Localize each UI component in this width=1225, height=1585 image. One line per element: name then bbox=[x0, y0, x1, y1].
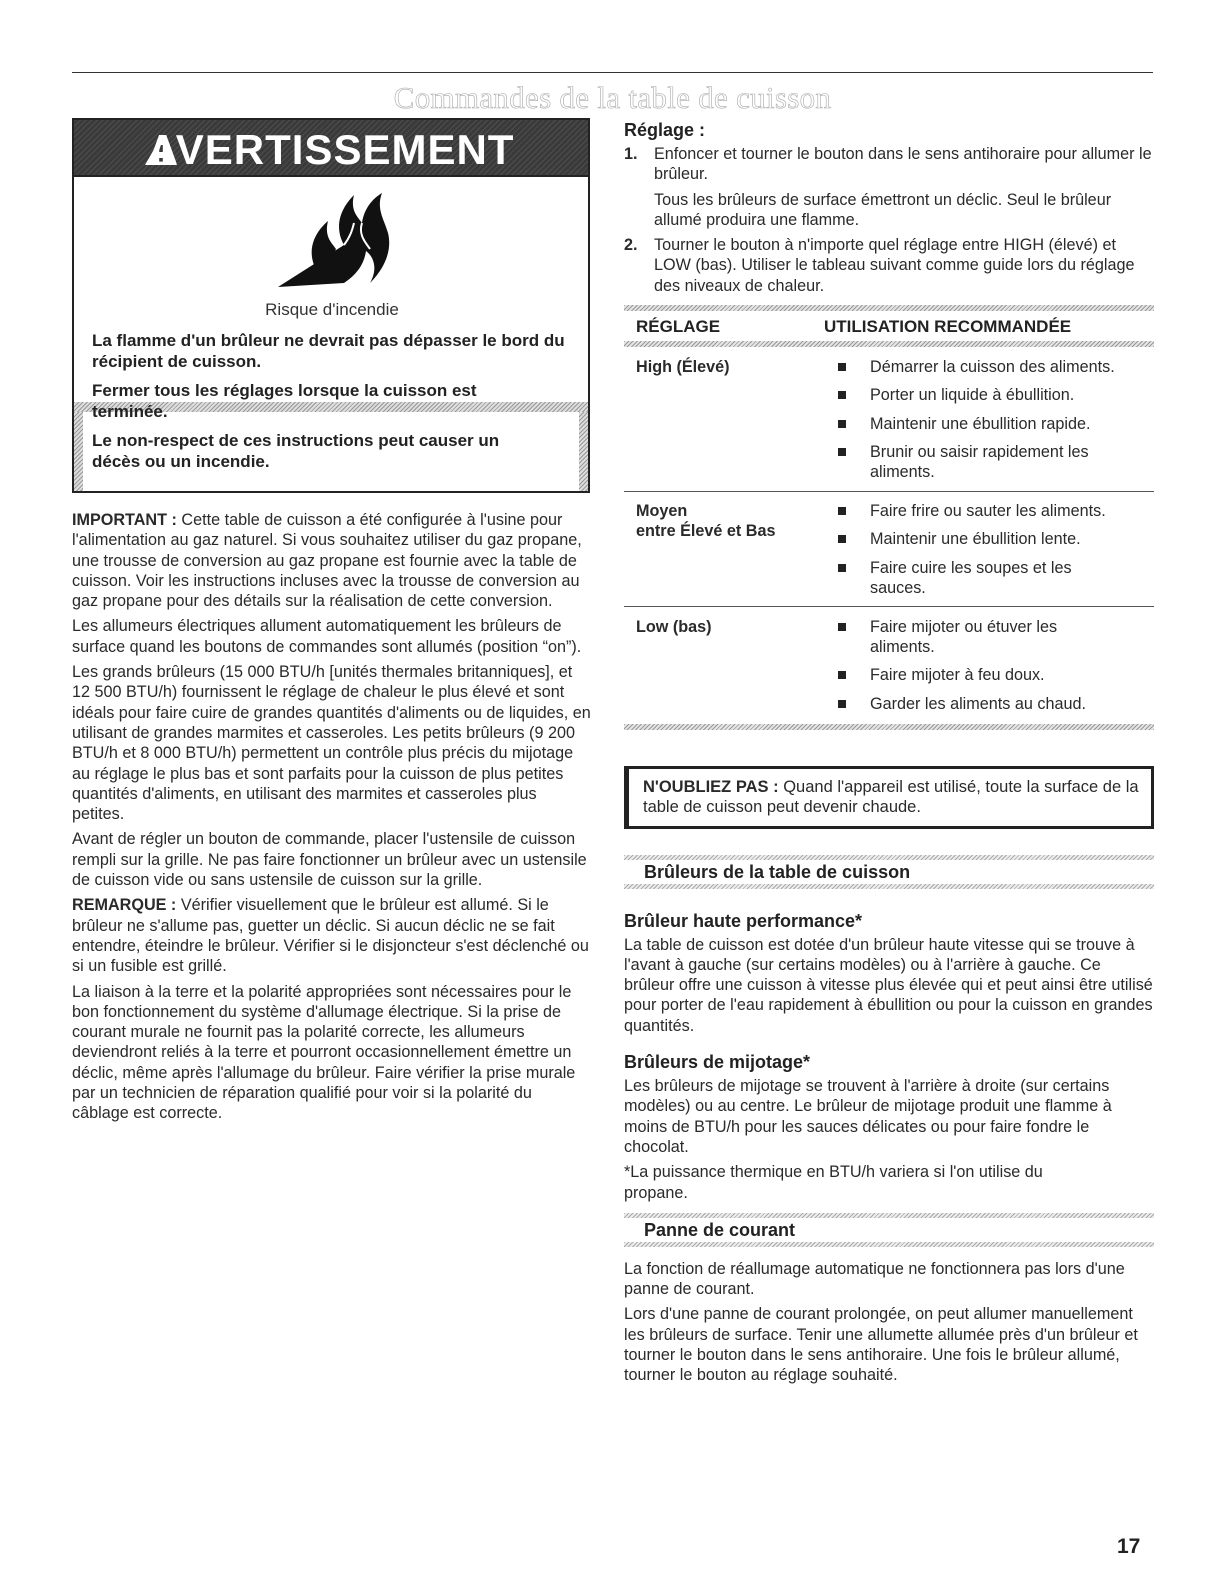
power-paragraph-2: Lors d'une panne de courant prolongée, on peut allumer manuellement les brûleurs de surface. Tenir une allumette allumée près d'un brûleur et tourner le bouton dans le sens antihoraire. Une fois le brûleur allumé, tourner le bouton au réglage souhaité. bbox=[624, 1305, 1138, 1385]
igniters-paragraph: Les allumeurs électriques allument automatiquement les brûleurs de surface quand les boutons de commandes sont allumés (position “on”). bbox=[72, 617, 582, 656]
warning-header bbox=[74, 120, 588, 177]
warning-line-3: Le non-respect de ces instructions peut causer un décès ou un incendie. bbox=[92, 431, 500, 471]
warning-header-text: AVERTISSEMENT bbox=[147, 126, 515, 173]
section-power-failure bbox=[624, 1213, 1154, 1247]
table-row bbox=[624, 617, 1154, 722]
step-1-text: Enfoncer et tourner le bouton dans le sens antihoraire pour allumer le brûleur. bbox=[654, 145, 1152, 184]
table-header bbox=[624, 311, 1154, 341]
list-item: Maintenir une ébullition rapide. bbox=[836, 414, 1154, 434]
warning-line-1: La flamme d'un brûleur ne devrait pas dépasser le bord du récipient de cuisson. bbox=[92, 331, 565, 371]
uses-medium bbox=[836, 501, 1154, 598]
table-bottom-hatch bbox=[624, 724, 1154, 730]
right-column bbox=[624, 120, 1154, 1391]
warning-box bbox=[72, 118, 590, 493]
warning-line-2: Fermer tous les réglages lorsque la cuisson est terminée. bbox=[92, 381, 477, 421]
burners-paragraph: Les grands brûleurs (15 000 BTU/h [unités thermales britanniques], et 12 500 BTU/h) fournissent le réglage de chaleur le plus élevé et sont idéals pour faire cuire de grandes quantités d'aliments ou de liquides, en utilisant de grandes marmites et casseroles. Les petits brûleurs (9 200 BTU/h et 8 000 BTU/h) permettent un contrôle plus précis du mijotage au réglage le plus bas et sont parfaits pour la cuisson de plus petites quantités d'aliments, en utilisant des marmites et casseroles plus petites. bbox=[72, 663, 591, 824]
settings-table bbox=[624, 357, 1154, 722]
warning-right-hatch bbox=[579, 412, 588, 491]
fire-icon bbox=[274, 187, 394, 291]
list-item: Faire mijoter à feu doux. bbox=[836, 665, 1154, 685]
note-label: REMARQUE : bbox=[72, 896, 177, 915]
list-item: Porter un liquide à ébullition. bbox=[836, 385, 1154, 405]
section-title: Panne de courant bbox=[644, 1219, 796, 1240]
list-item: Garder les aliments au chaud. bbox=[836, 694, 1154, 714]
list-item: Faire mijoter ou étuver les aliments. bbox=[836, 617, 1100, 658]
important-label: IMPORTANT : bbox=[72, 511, 177, 529]
list-item: Faire cuire les soupes et les sauces. bbox=[836, 558, 1100, 599]
simmer-paragraph: Les brûleurs de mijotage se trouvent à l'arrière à droite (sur certains modèles) ou au centre. Le brûleur de mijotage produit une flamme à moins de BTU/h pour les sauces délicates ou pour faire fondre le chocolat. bbox=[624, 1077, 1112, 1156]
setting-high: High (Élevé) bbox=[624, 357, 836, 491]
power-paragraph-1: La fonction de réallumage automatique ne fonctionnera pas lors d'une panne de courant. bbox=[624, 1259, 1125, 1299]
step-1-subtext: Tous les brûleurs de surface émettront un déclic. Seul le brûleur allumé produira une flamme. bbox=[654, 190, 1112, 229]
grounding-paragraph: La liaison à la terre et la polarité appropriées sont nécessaires pour le bon fonctionnement du système d'allumage électrique. Si la prise de courant murale ne fournit pas la polarité correcte, les allumeurs deviendront reliés à la terre et pourront occasionnellement émettre un déclic, même après l'allumage du brûleur. Faire vérifier la prise murale par un technicien de réparation qualifié pour voir si la polarité du câblage est correcte. bbox=[72, 982, 576, 1123]
step-2-number: 2. bbox=[624, 236, 638, 255]
note-paragraph: REMARQUE : Vérifier visuellement que le brûleur est allumé. Si le brûleur ne s'allume pas, guetter un déclic. Si aucun déclic ne se fait entendre, éteindre le brûleur. Vérifier si le disjoncteur s'est déclenché ou si un fusible est grillé. bbox=[72, 896, 589, 976]
step-1 bbox=[624, 144, 1154, 235]
warning-body bbox=[92, 300, 572, 472]
table-header-hatch bbox=[624, 341, 1154, 347]
list-item: Faire frire ou sauter les aliments. bbox=[836, 501, 1154, 521]
warning-left-hatch bbox=[74, 412, 83, 491]
notice-text: N'OUBLIEZ PAS : Quand l'appareil est utilisé, toute la surface de la table de cuisson peut devenir chaude. bbox=[643, 777, 1139, 817]
setting-low: Low (bas) bbox=[636, 617, 712, 636]
step-1-number: 1. bbox=[624, 145, 638, 163]
uses-high bbox=[836, 357, 1154, 482]
section-cooktop-burners bbox=[624, 855, 1154, 889]
before-adjust-paragraph: Avant de régler un bouton de commande, placer l'ustensile de cuisson rempli sur la grille. Ne pas faire fonctionner un brûleur avec un ustensile de cuisson vide ou sans ustensile de cuisson sur la grille. bbox=[72, 830, 587, 890]
list-item: Maintenir une ébullition lente. bbox=[836, 529, 1154, 549]
setting-medium: Moyen entre Élevé et Bas bbox=[624, 501, 836, 607]
notice-box bbox=[624, 766, 1154, 829]
table-row bbox=[624, 357, 1154, 491]
section-title: Brûleurs de la table de cuisson bbox=[644, 861, 911, 882]
table-header-setting: RÉGLAGE bbox=[636, 317, 721, 337]
setting-heading: Réglage : bbox=[624, 120, 706, 140]
high-performance-heading: Brûleur haute performance* bbox=[624, 910, 863, 931]
uses-low bbox=[836, 617, 1154, 714]
high-performance-paragraph: La table de cuisson est dotée d'un brûleur haute vitesse qui se trouve à l'avant à gauche (sur certains modèles) ou à l'arrière à gauche. Ce brûleur offre une cuisson à vitesse plus élevée qui et peut ainsi être utilisé pour porter de l'eau rapidement à ébullition ou pour la cuisson en grandes quantités. bbox=[624, 935, 1153, 1035]
table-row bbox=[624, 501, 1154, 607]
step-2-text: Tourner le bouton à n'importe quel réglage entre HIGH (élevé) et LOW (bas). Utiliser le tableau suivant comme guide lors du réglage des niveaux de chaleur. bbox=[654, 236, 1135, 295]
notice-label: N'OUBLIEZ PAS : bbox=[643, 777, 779, 796]
list-item: Brunir ou saisir rapidement les aliments. bbox=[836, 442, 1120, 483]
page-number: 17 bbox=[1117, 1535, 1141, 1558]
simmer-heading: Brûleurs de mijotage* bbox=[624, 1052, 811, 1073]
left-column bbox=[72, 510, 592, 1129]
top-rule bbox=[72, 72, 1153, 73]
footnote: *La puissance thermique en BTU/h variera si l'on utilise du propane. bbox=[624, 1163, 1043, 1202]
important-paragraph: IMPORTANT : Cette table de cuisson a été configurée à l'usine pour l'alimentation au gaz naturel. Si vous souhaitez utiliser du gaz propane, une trousse de conversion au gaz propane est fournie avec la table de cuisson. Voir les instructions incluses avec la trousse de conversion au gaz propane pour des détails sur la réalisation de cette conversion. bbox=[72, 511, 582, 611]
list-item: Démarrer la cuisson des aliments. bbox=[836, 357, 1154, 377]
step-2 bbox=[624, 235, 1154, 301]
page-title: Commandes de la table de cuisson bbox=[393, 80, 832, 115]
table-header-use: UTILISATION RECOMMANDÉE bbox=[824, 317, 1072, 337]
warning-risk: Risque d'incendie bbox=[265, 300, 399, 319]
